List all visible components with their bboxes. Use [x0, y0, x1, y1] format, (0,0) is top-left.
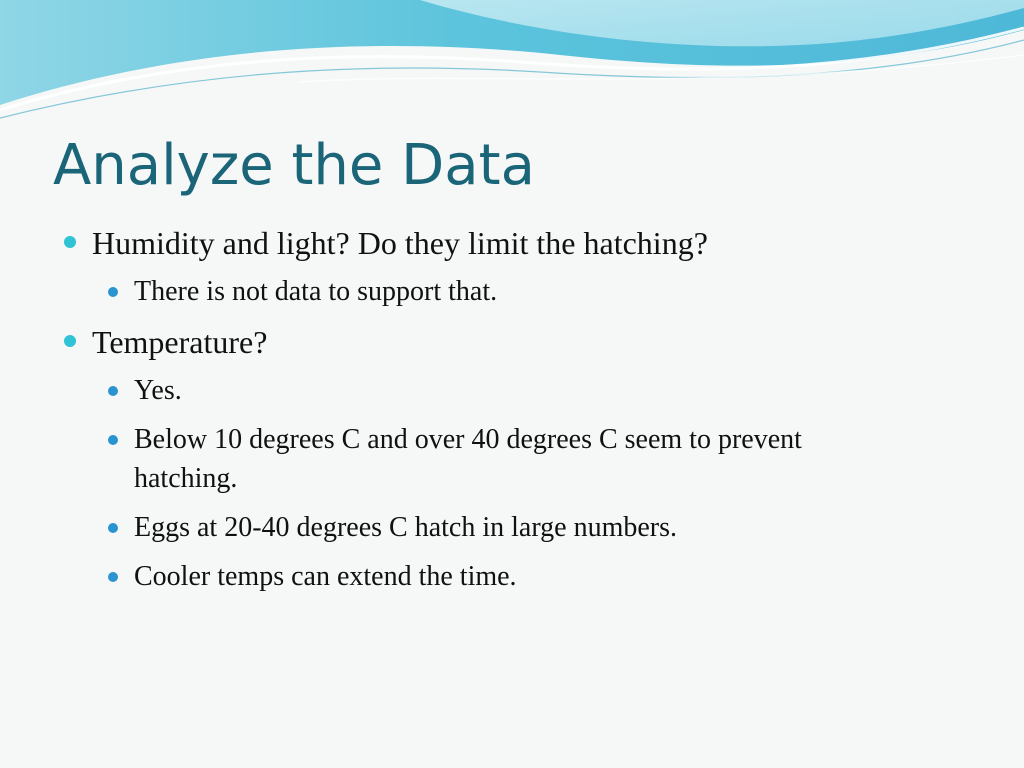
slide-title: Analyze the Data — [53, 133, 535, 198]
bullet-humidity-light — [62, 222, 962, 264]
sub-bullet-text: Eggs at 20-40 degrees C hatch in large numbers. — [134, 512, 678, 543]
bullet-dot-icon — [64, 236, 76, 248]
sub-bullet-dot-icon — [108, 386, 118, 396]
sub-bullet-yes — [62, 371, 962, 410]
sub-bullet-cooler-temps — [62, 557, 962, 596]
sub-bullet-text: Below 10 degrees C and over 40 degrees C seem to prevent hatching. — [134, 424, 802, 494]
header-wave-decoration — [0, 0, 1024, 130]
sub-bullet-dot-icon — [108, 572, 118, 582]
sub-bullet-text: There is not data to support that. — [134, 276, 498, 307]
bullet-list — [62, 222, 962, 606]
sub-bullet-hatch-range — [62, 508, 962, 547]
bullet-dot-icon — [64, 335, 76, 347]
sub-bullet-text: Yes. — [134, 375, 182, 406]
sub-bullet-temperature-limits — [62, 420, 904, 498]
sub-bullet-dot-icon — [108, 523, 118, 533]
bullet-text: Temperature? — [92, 324, 268, 360]
bullet-temperature — [62, 321, 962, 363]
sub-bullet-no-data — [62, 272, 962, 311]
bullet-text: Humidity and light? Do they limit the hatching? — [92, 225, 708, 261]
sub-bullet-text: Cooler temps can extend the time. — [134, 561, 517, 592]
sub-bullet-dot-icon — [108, 435, 118, 445]
sub-bullet-dot-icon — [108, 287, 118, 297]
